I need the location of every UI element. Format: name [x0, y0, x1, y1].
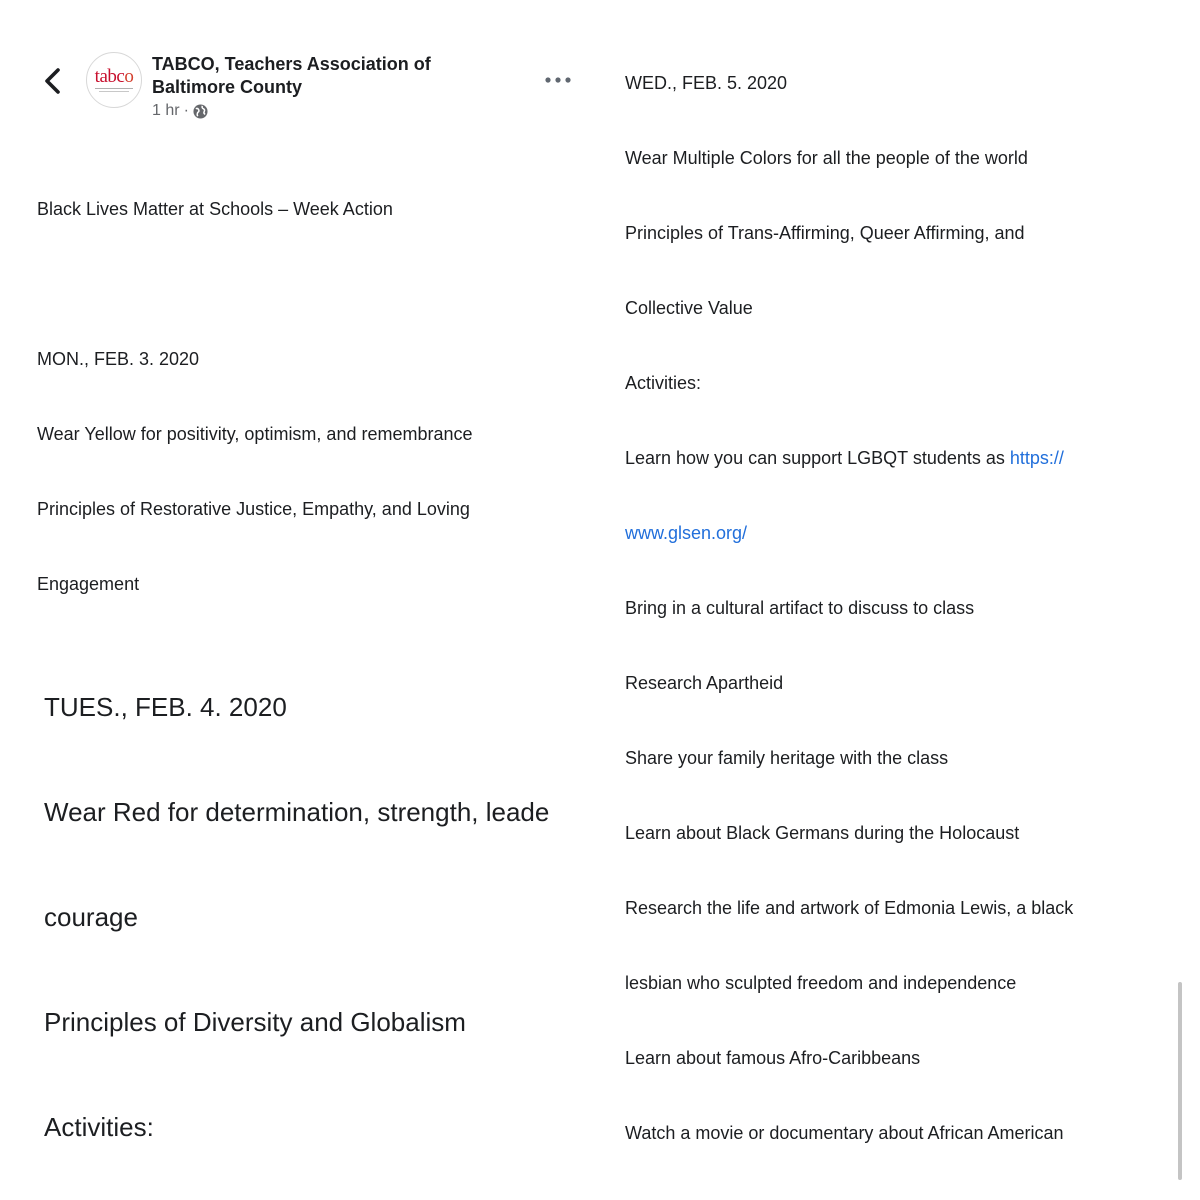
- tuesday-date: TUES., FEB. 4. 2020: [44, 692, 287, 722]
- tuesday-section: [44, 620, 569, 1200]
- glsen-link-continued[interactable]: www.glsen.org/: [625, 523, 748, 543]
- text-line: Engagement: [37, 574, 140, 594]
- text-line: Watch a movie or documentary about African American: [625, 1123, 1064, 1143]
- post-meta: 1 hr ·: [152, 102, 208, 120]
- globe-icon: [193, 104, 208, 119]
- text-line: courage: [44, 902, 138, 932]
- text-line: Activities:: [625, 373, 702, 393]
- text-line: Learn about Black Germans during the Holocaust: [625, 823, 1020, 843]
- text-line: Bring in a cultural artifact to discuss to class: [625, 598, 975, 618]
- more-options-icon[interactable]: [538, 70, 578, 90]
- text-line: Principles of Restorative Justice, Empathy, and Loving: [37, 499, 470, 519]
- post-body: [37, 147, 510, 604]
- text-line: Principles of Diversity and Globalism: [44, 1007, 466, 1037]
- text-line: Wear Red for determination, strength, leade: [44, 797, 550, 827]
- page-name-link[interactable]: TABCO, Teachers Association of Baltimore County: [152, 54, 431, 97]
- text-line: Learn about famous Afro-Caribbeans: [625, 1048, 921, 1068]
- text-line: Wear Multiple Colors for all the people of the world: [625, 148, 1028, 168]
- page-avatar[interactable]: [86, 52, 142, 108]
- text-line: Collective Value: [625, 298, 753, 318]
- glsen-link[interactable]: https://: [1009, 448, 1064, 468]
- text-line: Principles of Trans-Affirming, Queer Affirming, and: [625, 223, 1025, 243]
- text-line-with-link: [625, 521, 1097, 546]
- post-time[interactable]: 1 hr: [152, 102, 180, 119]
- text-line: Research Apartheid: [625, 673, 784, 693]
- wednesday-date: WED., FEB. 5. 2020: [625, 73, 788, 93]
- monday-date: MON., FEB. 3. 2020: [37, 349, 200, 369]
- text-line: Wear Yellow for positivity, optimism, and remembrance: [37, 424, 473, 444]
- scrollbar-thumb[interactable]: [1178, 982, 1182, 1180]
- post-body-continued: [625, 21, 1097, 1200]
- back-arrow-icon[interactable]: [40, 66, 66, 96]
- text-line: lesbian who sculpted freedom and independence: [625, 973, 1017, 993]
- post-title: Black Lives Matter at Schools – Week Action: [37, 199, 393, 219]
- text-line: Activities:: [44, 1112, 154, 1142]
- text-line-with-link: Learn how you can support LGBQT students as https://: [625, 448, 1064, 468]
- text-line: Research the life and artwork of Edmonia Lewis, a black: [625, 898, 1074, 918]
- post-screenshot-wed-fri: [608, 0, 1200, 1200]
- post-screenshot-tuesday: [0, 608, 592, 1200]
- tabco-logo: tabco: [94, 66, 134, 87]
- text-line: Share your family heritage with the class: [625, 748, 949, 768]
- post-screenshot-monday: [0, 0, 600, 604]
